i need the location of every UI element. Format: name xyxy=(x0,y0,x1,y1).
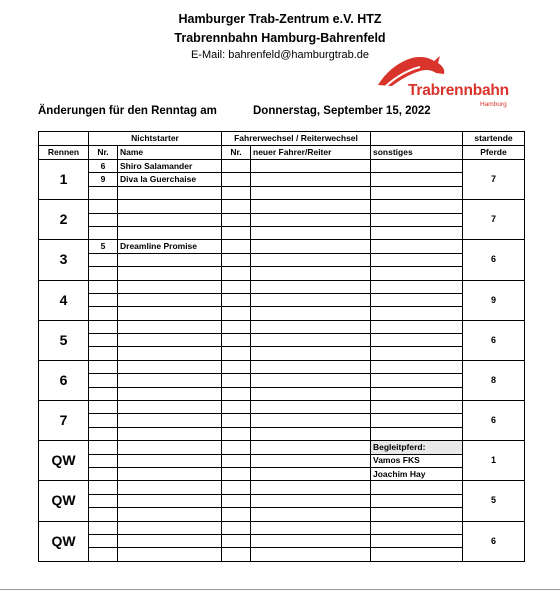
table-row xyxy=(39,186,525,199)
neuer-fahrer-cell xyxy=(251,427,371,440)
neuer-fahrer-cell xyxy=(251,401,371,414)
starters-count: 8 xyxy=(463,360,525,400)
nichtstarter-name xyxy=(118,320,222,333)
nichtstarter-nr: 5 xyxy=(89,240,118,253)
col-header-name: Name xyxy=(118,146,222,160)
neuer-fahrer-cell xyxy=(251,454,371,467)
neuer-fahrer-cell xyxy=(251,534,371,547)
neuer-fahrer-cell xyxy=(251,320,371,333)
nichtstarter-name xyxy=(118,200,222,213)
neuer-fahrer-cell xyxy=(251,334,371,347)
nichtstarter-name xyxy=(118,454,222,467)
fahrerwechsel-nr xyxy=(222,414,251,427)
fahrerwechsel-nr xyxy=(222,427,251,440)
sonstiges-cell xyxy=(371,360,463,373)
logo-subtext: Hamburg xyxy=(480,101,507,108)
sonstiges-cell xyxy=(371,548,463,561)
race-number: 3 xyxy=(39,240,89,280)
neuer-fahrer-cell xyxy=(251,160,371,173)
table-row xyxy=(39,226,525,239)
sonstiges-cell xyxy=(371,320,463,333)
nichtstarter-name xyxy=(118,534,222,547)
nichtstarter-name: Dreamline Promise xyxy=(118,240,222,253)
sonstiges-cell xyxy=(371,213,463,226)
nichtstarter-nr xyxy=(89,226,118,239)
group-header-nichtstarter: Nichtstarter xyxy=(89,132,222,146)
bottom-divider xyxy=(0,589,560,590)
sonstiges-cell xyxy=(371,494,463,507)
table-row xyxy=(39,293,525,306)
email-line: E-Mail: bahrenfeld@hamburgtrab.de xyxy=(190,49,370,61)
col-header-nr: Nr. xyxy=(89,146,118,160)
changes-label: Änderungen für den Renntag am xyxy=(38,105,217,117)
nichtstarter-nr xyxy=(89,360,118,373)
starters-count: 7 xyxy=(463,160,525,200)
org-name: Hamburger Trab-Zentrum e.V. HTZ xyxy=(178,12,382,26)
neuer-fahrer-cell xyxy=(251,280,371,293)
table-row xyxy=(39,253,525,266)
nichtstarter-name xyxy=(118,521,222,534)
fahrerwechsel-nr xyxy=(222,293,251,306)
neuer-fahrer-cell xyxy=(251,414,371,427)
sonstiges-cell xyxy=(371,253,463,266)
nichtstarter-nr xyxy=(89,508,118,521)
nichtstarter-nr xyxy=(89,200,118,213)
logo-wordmark: Trabrennbahn xyxy=(408,82,509,99)
col-header-pferde: Pferde xyxy=(463,146,525,160)
sonstiges-cell xyxy=(371,293,463,306)
race-number: QW xyxy=(39,441,89,481)
race-date: Donnerstag, September 15, 2022 xyxy=(253,105,431,117)
neuer-fahrer-cell xyxy=(251,441,371,454)
fahrerwechsel-nr xyxy=(222,186,251,199)
nichtstarter-nr xyxy=(89,414,118,427)
table-row xyxy=(39,534,525,547)
starters-count: 6 xyxy=(463,320,525,360)
neuer-fahrer-cell xyxy=(251,360,371,373)
nichtstarter-name xyxy=(118,401,222,414)
table-row xyxy=(39,320,525,333)
table-row xyxy=(39,521,525,534)
table-row xyxy=(39,414,525,427)
nichtstarter-name xyxy=(118,360,222,373)
nichtstarter-name xyxy=(118,427,222,440)
nichtstarter-nr: 6 xyxy=(89,160,118,173)
sonstiges-cell xyxy=(371,534,463,547)
sonstiges-cell xyxy=(371,307,463,320)
fahrerwechsel-nr xyxy=(222,441,251,454)
sonstiges-cell xyxy=(371,387,463,400)
nichtstarter-nr xyxy=(89,307,118,320)
sonstiges-cell xyxy=(371,481,463,494)
nichtstarter-nr xyxy=(89,454,118,467)
nichtstarter-nr xyxy=(89,293,118,306)
starters-count: 9 xyxy=(463,280,525,320)
nichtstarter-nr xyxy=(89,334,118,347)
nichtstarter-nr xyxy=(89,494,118,507)
col-header-nr: Nr. xyxy=(222,146,251,160)
table-row xyxy=(39,213,525,226)
race-number: QW xyxy=(39,481,89,521)
sonstiges-cell: Begleitpferd: xyxy=(371,441,463,454)
table-row xyxy=(39,481,525,494)
nichtstarter-name xyxy=(118,307,222,320)
nichtstarter-nr xyxy=(89,467,118,480)
table-column-header-row xyxy=(39,146,525,160)
nichtstarter-nr xyxy=(89,213,118,226)
fahrerwechsel-nr xyxy=(222,253,251,266)
col-header-neuer-fahrer: neuer Fahrer/Reiter xyxy=(251,146,371,160)
fahrerwechsel-nr xyxy=(222,307,251,320)
race-number: 1 xyxy=(39,160,89,200)
neuer-fahrer-cell xyxy=(251,226,371,239)
neuer-fahrer-cell xyxy=(251,481,371,494)
fahrerwechsel-nr xyxy=(222,173,251,186)
starters-count: 5 xyxy=(463,481,525,521)
sonstiges-cell xyxy=(371,240,463,253)
nichtstarter-name xyxy=(118,280,222,293)
fahrerwechsel-nr xyxy=(222,401,251,414)
table-row xyxy=(39,441,525,454)
nichtstarter-name xyxy=(118,441,222,454)
race-number: 6 xyxy=(39,360,89,400)
sonstiges-cell: Vamos FKS xyxy=(371,454,463,467)
starters-count: 7 xyxy=(463,200,525,240)
neuer-fahrer-cell xyxy=(251,267,371,280)
race-number: 2 xyxy=(39,200,89,240)
fahrerwechsel-nr xyxy=(222,213,251,226)
nichtstarter-name xyxy=(118,267,222,280)
nichtstarter-name xyxy=(118,481,222,494)
table-row xyxy=(39,200,525,213)
nichtstarter-nr xyxy=(89,548,118,561)
nichtstarter-nr xyxy=(89,347,118,360)
sonstiges-cell xyxy=(371,200,463,213)
nichtstarter-nr xyxy=(89,267,118,280)
nichtstarter-name xyxy=(118,467,222,480)
nichtstarter-name xyxy=(118,548,222,561)
fahrerwechsel-nr xyxy=(222,320,251,333)
starters-count: 1 xyxy=(463,441,525,481)
nichtstarter-name: Diva la Guerchaise xyxy=(118,173,222,186)
neuer-fahrer-cell xyxy=(251,253,371,266)
venue-name: Trabrennbahn Hamburg-Bahrenfeld xyxy=(174,31,386,45)
nichtstarter-nr xyxy=(89,521,118,534)
sonstiges-cell xyxy=(371,347,463,360)
starters-count: 6 xyxy=(463,521,525,561)
sonstiges-cell xyxy=(371,401,463,414)
sonstiges-cell xyxy=(371,280,463,293)
table-row xyxy=(39,160,525,173)
fahrerwechsel-nr xyxy=(222,494,251,507)
nichtstarter-nr xyxy=(89,387,118,400)
nichtstarter-name xyxy=(118,414,222,427)
nichtstarter-name xyxy=(118,347,222,360)
sonstiges-cell xyxy=(371,334,463,347)
race-number: 5 xyxy=(39,320,89,360)
nichtstarter-name xyxy=(118,334,222,347)
fahrerwechsel-nr xyxy=(222,240,251,253)
fahrerwechsel-nr xyxy=(222,467,251,480)
neuer-fahrer-cell xyxy=(251,548,371,561)
race-number: 4 xyxy=(39,280,89,320)
fahrerwechsel-nr xyxy=(222,347,251,360)
table-group-header-row xyxy=(39,132,525,146)
nichtstarter-nr xyxy=(89,320,118,333)
fahrerwechsel-nr xyxy=(222,334,251,347)
table-row xyxy=(39,508,525,521)
table-row xyxy=(39,374,525,387)
nichtstarter-name xyxy=(118,374,222,387)
neuer-fahrer-cell xyxy=(251,173,371,186)
neuer-fahrer-cell xyxy=(251,200,371,213)
nichtstarter-nr xyxy=(89,441,118,454)
changes-table xyxy=(38,131,525,562)
table-row xyxy=(39,494,525,507)
nichtstarter-name xyxy=(118,508,222,521)
group-header-startende: startende xyxy=(463,132,525,146)
fahrerwechsel-nr xyxy=(222,226,251,239)
fahrerwechsel-nr xyxy=(222,200,251,213)
sonstiges-cell xyxy=(371,160,463,173)
fahrerwechsel-nr xyxy=(222,160,251,173)
sonstiges-cell xyxy=(371,173,463,186)
nichtstarter-name xyxy=(118,293,222,306)
race-number: QW xyxy=(39,521,89,561)
table-row xyxy=(39,360,525,373)
table-row xyxy=(39,387,525,400)
sonstiges-cell xyxy=(371,226,463,239)
table-row xyxy=(39,347,525,360)
table-row xyxy=(39,334,525,347)
nichtstarter-name xyxy=(118,213,222,226)
sonstiges-cell xyxy=(371,267,463,280)
fahrerwechsel-nr xyxy=(222,387,251,400)
group-header-fahrerwechsel: Fahrerwechsel / Reiterwechsel xyxy=(222,132,371,146)
fahrerwechsel-nr xyxy=(222,534,251,547)
nichtstarter-nr xyxy=(89,280,118,293)
fahrerwechsel-nr xyxy=(222,360,251,373)
neuer-fahrer-cell xyxy=(251,186,371,199)
fahrerwechsel-nr xyxy=(222,280,251,293)
nichtstarter-nr xyxy=(89,374,118,387)
neuer-fahrer-cell xyxy=(251,494,371,507)
nichtstarter-nr xyxy=(89,534,118,547)
fahrerwechsel-nr xyxy=(222,508,251,521)
starters-count: 6 xyxy=(463,240,525,280)
table-row xyxy=(39,240,525,253)
fahrerwechsel-nr xyxy=(222,481,251,494)
race-number: 7 xyxy=(39,401,89,441)
table-row xyxy=(39,280,525,293)
neuer-fahrer-cell xyxy=(251,240,371,253)
neuer-fahrer-cell xyxy=(251,467,371,480)
nichtstarter-name xyxy=(118,387,222,400)
fahrerwechsel-nr xyxy=(222,521,251,534)
table-row xyxy=(39,467,525,480)
nichtstarter-name xyxy=(118,186,222,199)
sonstiges-cell xyxy=(371,186,463,199)
nichtstarter-nr xyxy=(89,427,118,440)
neuer-fahrer-cell xyxy=(251,307,371,320)
sonstiges-cell: Joachim Hay xyxy=(371,467,463,480)
neuer-fahrer-cell xyxy=(251,521,371,534)
starters-count: 6 xyxy=(463,401,525,441)
neuer-fahrer-cell xyxy=(251,387,371,400)
fahrerwechsel-nr xyxy=(222,454,251,467)
sonstiges-cell xyxy=(371,427,463,440)
sonstiges-cell xyxy=(371,374,463,387)
nichtstarter-nr xyxy=(89,186,118,199)
nichtstarter-name xyxy=(118,226,222,239)
trabrennbahn-logo xyxy=(376,52,522,110)
table-row xyxy=(39,548,525,561)
sonstiges-cell xyxy=(371,414,463,427)
neuer-fahrer-cell xyxy=(251,508,371,521)
nichtstarter-name xyxy=(118,494,222,507)
col-header-sonstiges: sonstiges xyxy=(371,146,463,160)
table-row xyxy=(39,454,525,467)
neuer-fahrer-cell xyxy=(251,374,371,387)
col-header-rennen: Rennen xyxy=(39,146,89,160)
fahrerwechsel-nr xyxy=(222,267,251,280)
fahrerwechsel-nr xyxy=(222,374,251,387)
table-row xyxy=(39,401,525,414)
table-row xyxy=(39,307,525,320)
sonstiges-cell xyxy=(371,521,463,534)
nichtstarter-nr: 9 xyxy=(89,173,118,186)
nichtstarter-name: Shiro Salamander xyxy=(118,160,222,173)
nichtstarter-nr xyxy=(89,253,118,266)
neuer-fahrer-cell xyxy=(251,213,371,226)
table-row xyxy=(39,427,525,440)
fahrerwechsel-nr xyxy=(222,548,251,561)
nichtstarter-nr xyxy=(89,481,118,494)
nichtstarter-nr xyxy=(89,401,118,414)
neuer-fahrer-cell xyxy=(251,347,371,360)
table-row xyxy=(39,267,525,280)
sonstiges-cell xyxy=(371,508,463,521)
neuer-fahrer-cell xyxy=(251,293,371,306)
nichtstarter-name xyxy=(118,253,222,266)
table-row xyxy=(39,173,525,186)
